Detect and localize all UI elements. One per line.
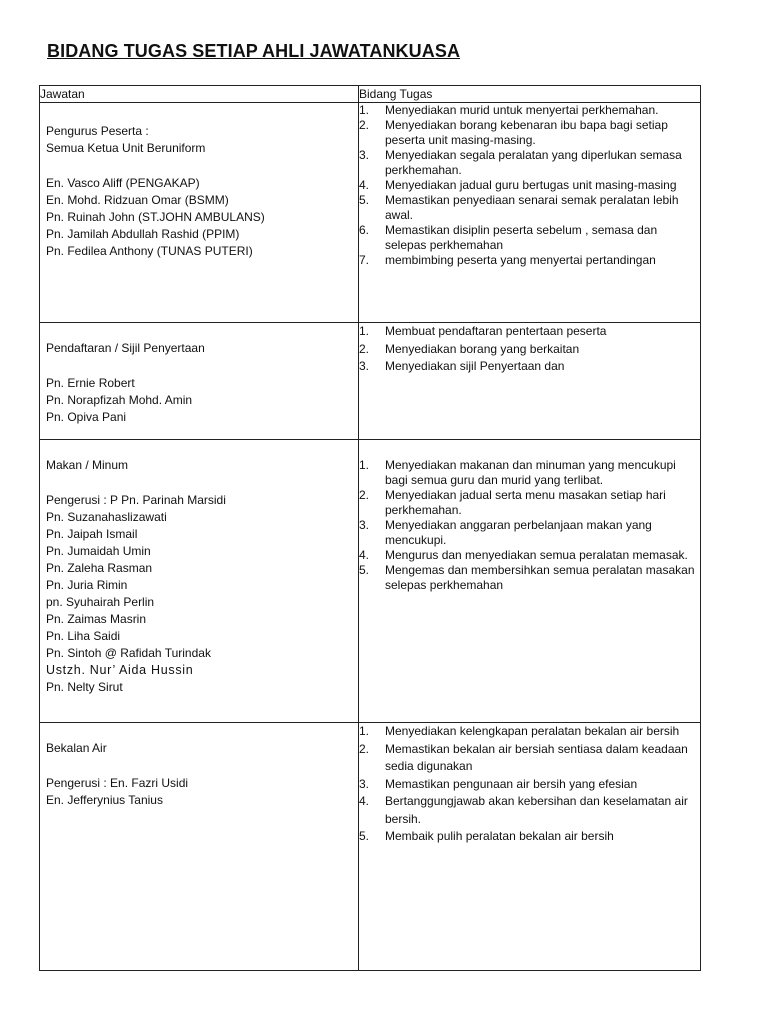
duty-text: Menyediakan murid untuk menyertai perkhemahan.	[385, 103, 659, 117]
role-list	[40, 323, 358, 426]
duty-number: 1.	[359, 724, 370, 738]
duty-text: Mengemas dan membersihkan semua peralatan masakan selepas perkhemahan	[385, 563, 695, 592]
member-name: Ustzh. Nur’ Aida Hussin	[46, 663, 194, 677]
member-name: Pn. Zaleha Rasman	[46, 561, 153, 575]
member-name: Pn. Jamilah Abdullah Rashid (PPIM)	[46, 227, 240, 241]
member-name: Pengerusi : En. Fazri Usidi	[46, 776, 189, 790]
duty-item	[359, 341, 700, 359]
duty-text: Menyediakan kelengkapan peralatan bekalan air bersih	[385, 724, 680, 738]
duty-number: 4.	[359, 548, 370, 562]
member-name: Pn. Suzanahaslizawati	[46, 510, 167, 524]
duty-item	[359, 103, 700, 118]
member-name: Pn. Zaimas Masrin	[46, 612, 147, 626]
duty-list	[359, 323, 700, 376]
member-name: Semua Ketua Unit Beruniform	[46, 141, 206, 155]
spacer	[46, 157, 352, 175]
spacer	[46, 357, 352, 375]
member-name: En. Mohd. Ridzuan Omar (BSMM)	[46, 193, 229, 207]
table-row	[40, 723, 701, 971]
duties-cell	[359, 440, 701, 723]
duty-number: 2.	[359, 741, 370, 756]
spacer	[46, 757, 352, 775]
duty-text: Menyediakan jadual guru bertugas unit masing-masing	[385, 178, 677, 192]
duty-item	[359, 358, 700, 376]
member-name: Pn. Sintoh @ Rafidah Turindak	[46, 646, 211, 660]
role-list	[40, 103, 358, 260]
member-name: pn. Syuhairah Perlin	[46, 595, 155, 609]
duty-text: membimbing peserta yang menyertai pertandingan	[385, 253, 656, 267]
duty-number: 1.	[359, 324, 370, 338]
spacer	[46, 474, 352, 492]
member-name: Pn. Jaipah Ismail	[46, 527, 138, 541]
member-name: Pn. Jumaidah Umin	[46, 544, 151, 558]
duty-item	[359, 253, 700, 268]
duties-cell	[359, 723, 701, 971]
role-title: Makan / Minum	[46, 458, 129, 472]
duty-table	[39, 85, 701, 971]
duty-list	[359, 723, 700, 846]
table-row	[40, 103, 701, 323]
duty-number: 3.	[359, 359, 370, 373]
role-title: Bekalan Air	[46, 741, 107, 755]
duty-item	[359, 793, 700, 828]
member-name: En. Jefferynius Tanius	[46, 793, 163, 807]
duty-text: Menyediakan borang yang berkaitan	[385, 341, 580, 356]
duty-number: 5.	[359, 829, 370, 843]
duty-number: 5.	[359, 193, 370, 207]
duty-number: 5.	[359, 563, 370, 577]
duty-text: Menyediakan anggaran perbelanjaan makan yang mencukupi.	[385, 518, 652, 547]
member-name: Pengerusi : P Pn. Parinah Marsidi	[46, 493, 226, 507]
duty-item	[359, 118, 700, 148]
duty-text: Memastikan pengunaan air bersih yang efesian	[385, 776, 638, 791]
table-row	[40, 323, 701, 440]
duty-list	[359, 103, 700, 268]
member-name: Pn. Ruinah John (ST.JOHN AMBULANS)	[46, 210, 265, 224]
member-name: Pn. Liha Saidi	[46, 629, 121, 643]
document-title: BIDANG TUGAS SETIAP AHLI JAWATANKUASA	[47, 41, 461, 61]
duty-item	[359, 323, 700, 341]
duty-item	[359, 193, 700, 223]
duty-item	[359, 223, 700, 253]
duty-text: Memastikan disiplin peserta sebelum , semasa dan selepas perkhemahan	[385, 223, 658, 252]
duty-number: 3.	[359, 518, 370, 532]
duties-cell	[359, 103, 701, 323]
table-row	[40, 440, 701, 723]
role-cell	[40, 440, 359, 723]
duty-item	[359, 741, 700, 776]
duty-list	[359, 440, 700, 593]
duty-text: Menyediakan segala peralatan yang diperlukan semasa perkhemahan.	[385, 148, 682, 177]
duty-item	[359, 776, 700, 794]
duty-item	[359, 723, 700, 741]
duty-item	[359, 518, 700, 548]
member-name: Pn. Norapfizah Mohd. Amin	[46, 393, 193, 407]
member-name: En. Vasco Aliff (PENGAKAP)	[46, 176, 200, 190]
role-title: Pengurus Peserta :	[46, 124, 149, 138]
duty-text: Memastikan penyediaan senarai semak peralatan lebih awal.	[385, 193, 679, 222]
duty-text: Mengurus dan menyediakan semua peralatan memasak.	[385, 548, 688, 562]
duty-text: Membuat pendaftaran pentertaan peserta	[385, 324, 607, 338]
duty-number: 1.	[359, 458, 370, 472]
header-bidang-tugas: Bidang Tugas	[359, 86, 701, 103]
duty-text: Menyediakan jadual serta menu masakan setiap hari perkhemahan.	[385, 488, 666, 517]
member-name: Pn. Ernie Robert	[46, 376, 135, 390]
role-list	[40, 440, 358, 696]
duty-number: 6.	[359, 223, 370, 237]
role-cell	[40, 103, 359, 323]
header-jawatan: Jawatan	[40, 86, 359, 103]
member-name: Pn. Opiva Pani	[46, 410, 127, 424]
duty-text: Menyediakan makanan dan minuman yang mencukupi bagi semua guru dan murid yang terlibat.	[385, 458, 676, 487]
member-name: Pn. Nelty Sirut	[46, 680, 123, 694]
member-name: Pn. Juria Rimin	[46, 578, 128, 592]
role-title: Pendaftaran / Sijil Penyertaan	[46, 341, 205, 355]
duty-number: 1.	[359, 103, 370, 117]
duty-number: 3.	[359, 776, 370, 791]
duty-number: 7.	[359, 253, 370, 267]
role-cell	[40, 723, 359, 971]
duty-number: 2.	[359, 118, 370, 132]
duty-text: Menyediakan borang kebenaran ibu bapa bagi setiap peserta unit masing-masing.	[385, 118, 668, 147]
duty-item	[359, 548, 700, 563]
duty-text: Bertanggungjawab akan kebersihan dan keselamatan air bersih.	[385, 794, 688, 826]
duty-item	[359, 488, 700, 518]
member-name: Pn. Fedilea Anthony (TUNAS PUTERI)	[46, 244, 253, 258]
duty-text: Membaik pulih peralatan bekalan air bersih	[385, 829, 614, 843]
duty-number: 2.	[359, 488, 370, 502]
role-cell	[40, 323, 359, 440]
duty-number: 4.	[359, 794, 370, 808]
duty-item	[359, 458, 700, 488]
duty-item	[359, 178, 700, 193]
header-row	[40, 86, 701, 103]
duty-number: 3.	[359, 148, 370, 162]
duties-cell	[359, 323, 701, 440]
duty-text: Menyediakan sijil Penyertaan dan	[385, 359, 565, 373]
role-list	[40, 723, 358, 809]
duty-number: 2.	[359, 341, 370, 356]
duty-item	[359, 828, 700, 846]
duty-number: 4.	[359, 178, 370, 192]
duty-text: Memastikan bekalan air bersiah sentiasa dalam keadaan sedia digunakan	[385, 741, 688, 773]
duty-item	[359, 563, 700, 593]
duty-item	[359, 148, 700, 178]
